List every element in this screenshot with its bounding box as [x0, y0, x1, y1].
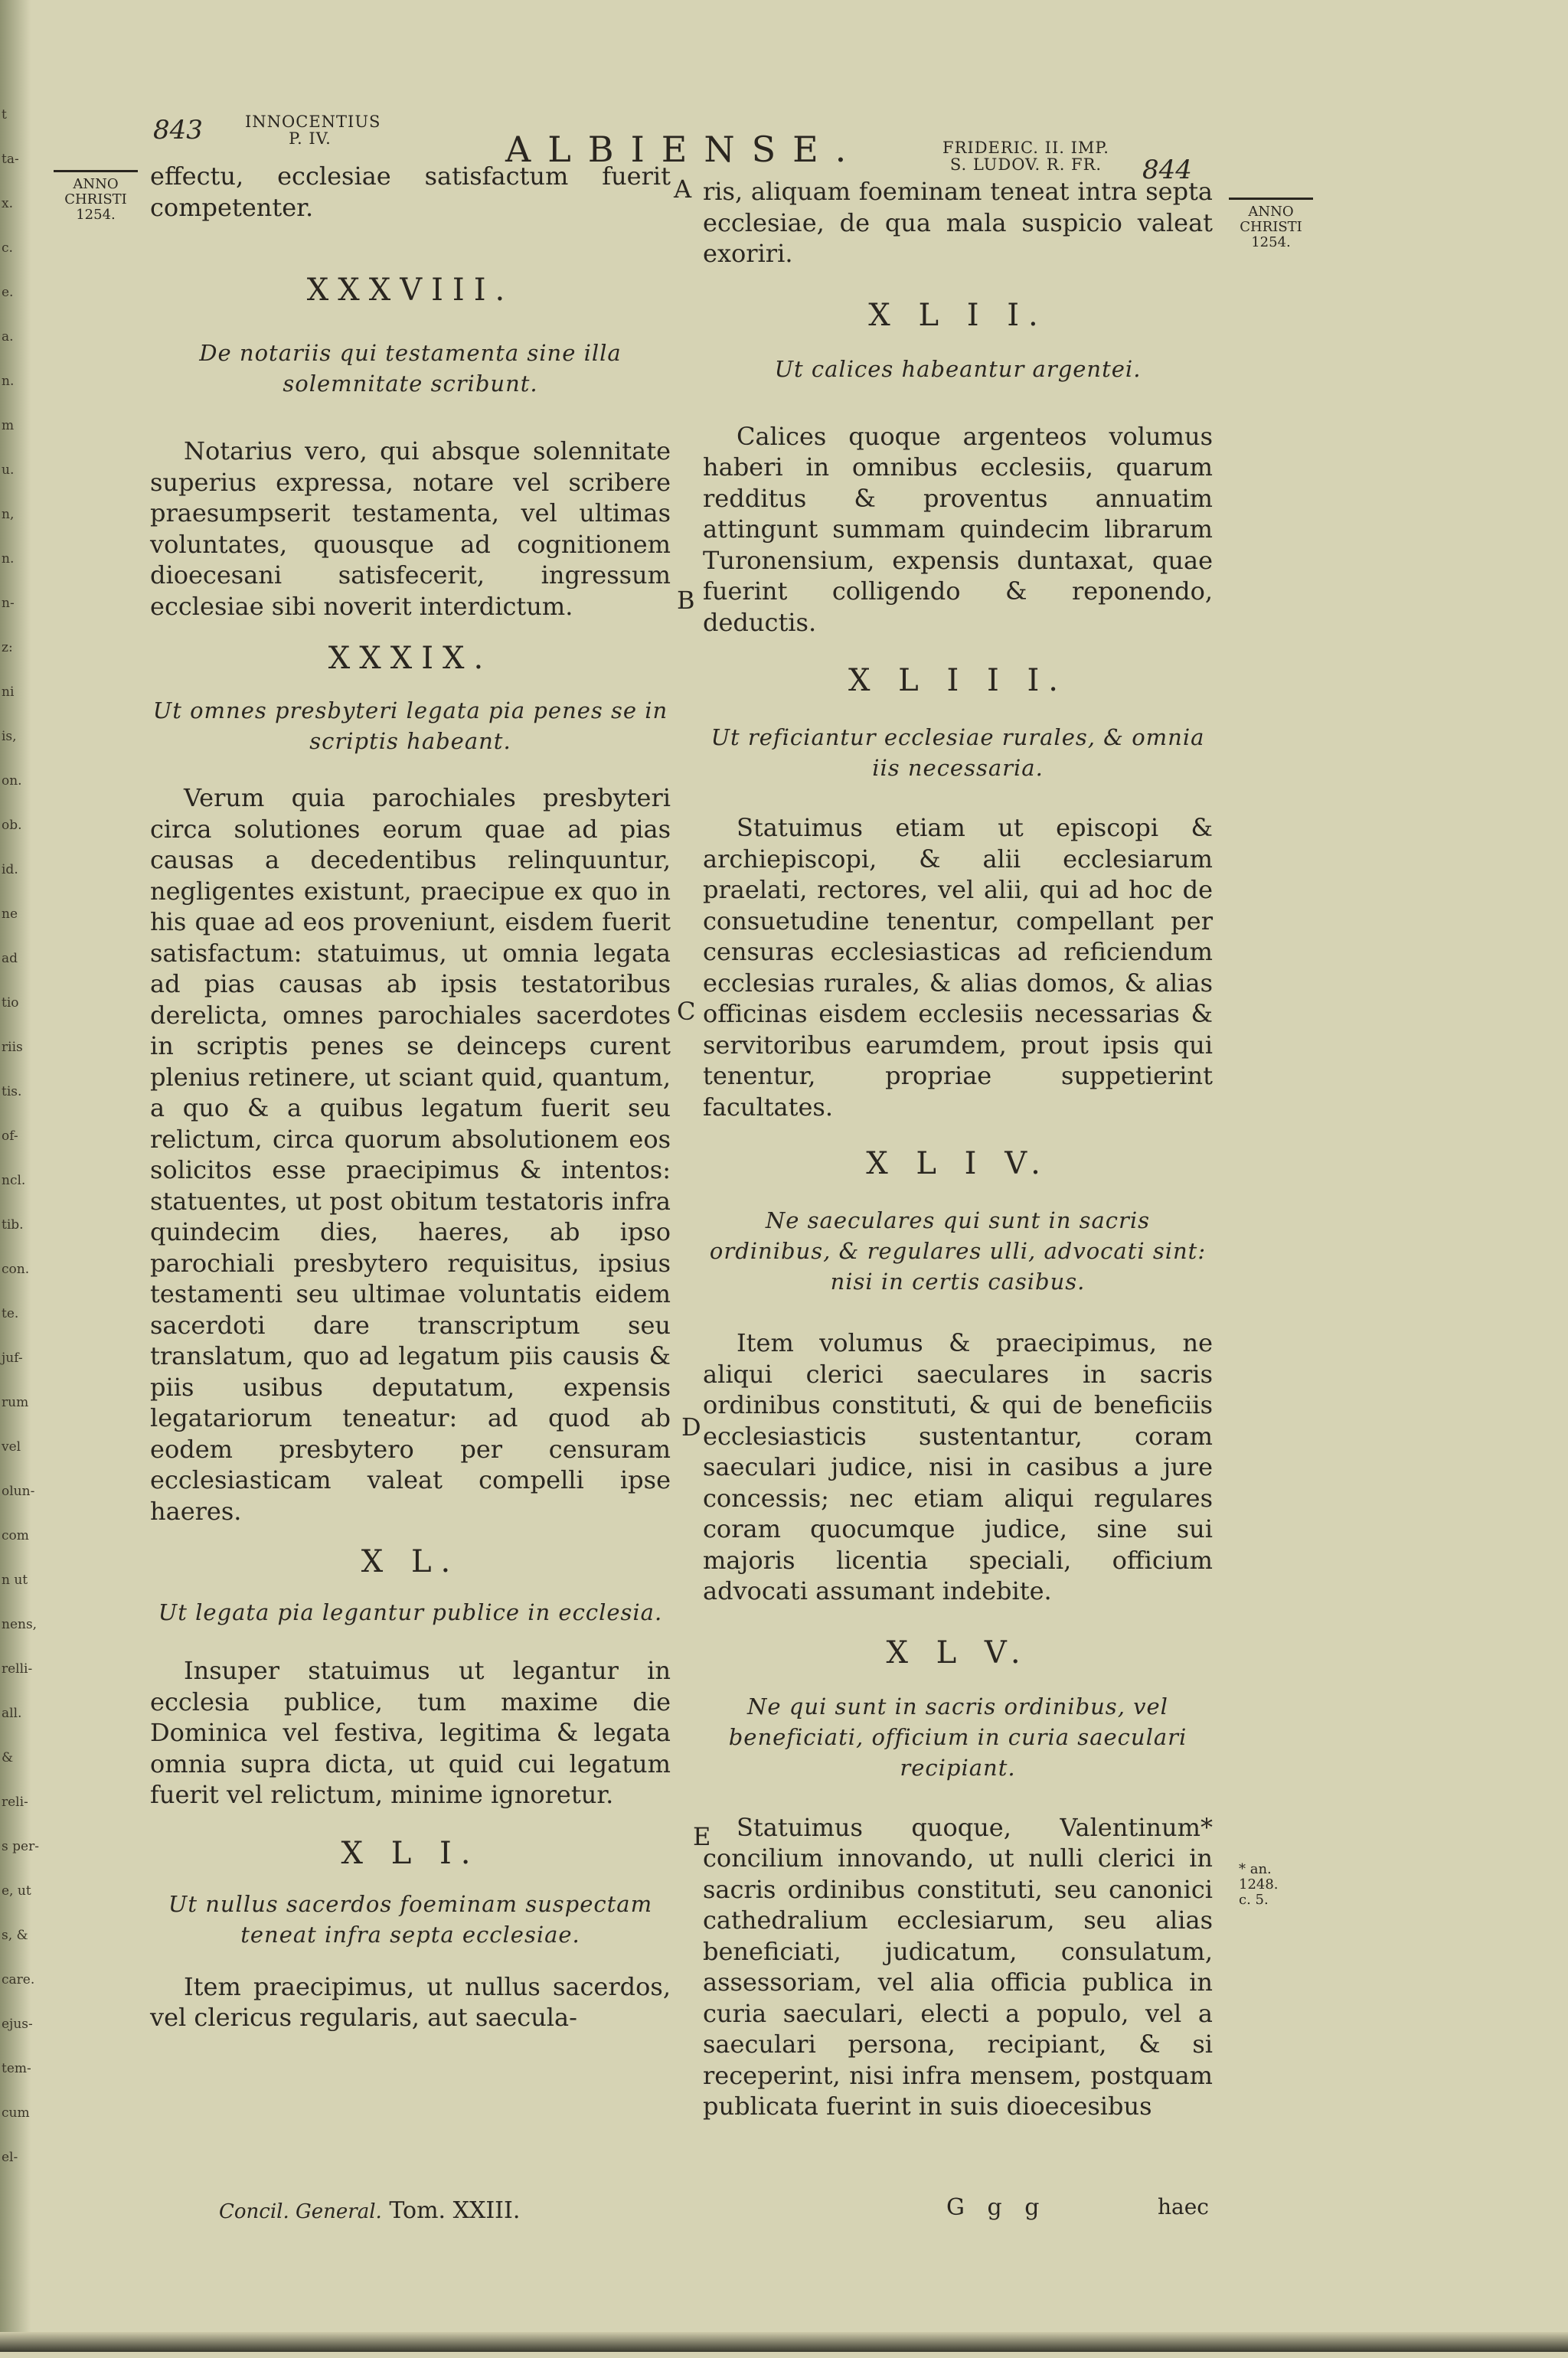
anno-label: ANNO	[1248, 204, 1294, 220]
side-reference-2: c. 5.	[1239, 1892, 1269, 1908]
gutter-fragment: reli-	[2, 1795, 28, 1810]
gutter-fragment: a.	[2, 329, 14, 345]
year-label: 1254.	[76, 207, 116, 223]
footer-volume: Tom. XXIII.	[389, 2197, 521, 2224]
header-right-line2: S. LUDOV. R. FR.	[949, 155, 1102, 174]
section-number: X L I.	[341, 1835, 480, 1871]
left-page-number: 843	[153, 115, 203, 145]
section-heading: Ut nullus sacerdos foeminam suspectam teneat infra septa ecclesiae.	[168, 1890, 653, 1948]
section-number: X L I V.	[866, 1146, 1050, 1181]
gutter-fragment: e, ut	[2, 1883, 31, 1899]
gutter-fragment: tib.	[2, 1217, 24, 1233]
footer-source-title: Concil. General.	[219, 2200, 382, 2223]
left-column	[150, 161, 671, 2033]
gutter-fragment: rum	[2, 1395, 29, 1410]
section-text: Verum quia parochiales presbyteri circa solutiones eorum quae ad pias causas a decedentibus relinquuntur, negligentes existunt, praecipue ex quo in his quae ad eos proveniunt, eisdem fuerit satisfactum: statuimus, ut omnia legata ad pias causas ab ipsis testatoribus derelicta, omnes parochiales sacerdotes in scriptis penes se deinceps curent plenius retinere, ut sciant quid, quantum, a quo & a quibus legatum fuerit seu relictum, circa quorum absolutionem eos solicitos esse praecipimus & intentos: statuentes, ut post obitum testatoris infra quindecim dies, haeres, ab ipso parochiali presbytero requisitus, ipsius testamenti seu ultimae voluntatis eidem sacerdoti dare transcriptum seu translatum, quo ad legatum piis causis & piis usibus deputatum, expensis legatariorum teneatur: ad quod ab eodem presbytero per censuram ecclesiasticam valeat compelli ipse haeres.	[150, 783, 671, 1526]
gutter-fragment: z:	[2, 640, 13, 655]
gutter-fragment: of-	[2, 1128, 18, 1144]
gutter-fragment: vel	[2, 1439, 21, 1455]
facing-page-gutter-text	[0, 100, 39, 2358]
header-right-line1: FRIDERIC. II. IMP.	[942, 139, 1109, 157]
gutter-fragment: riis	[2, 1040, 23, 1055]
gutter-fragment: on.	[2, 773, 22, 789]
gutter-fragment: is,	[2, 729, 17, 744]
gutter-fragment: all.	[2, 1706, 22, 1721]
gutter-fragment: &	[2, 1750, 14, 1765]
anno-label: ANNO	[73, 176, 119, 192]
catchword: haec	[1158, 2194, 1209, 2219]
gutter-fragment: ne	[2, 906, 18, 922]
section-text: Insuper statuimus ut legantur in ecclesia publice, tum maxime die Dominica vel festiva, legitima & legata omnia supra dicta, ut quid cui legatum fuerit vel relictum, minime ignoretur.	[150, 1656, 671, 1809]
section-text: Notarius vero, qui absque solennitate superius expressa, notare vel scribere praesumpserit testamenta, vel ultimas voluntates, quousque ad cognitionem dioecesani satisfecerit, ingressum ecclesiae sibi noverit interdictum.	[150, 436, 671, 621]
section-text: Calices quoque argenteos volumus haberi in omnibus ecclesiis, quarum redditus & proventus annuatim attingunt summam quindecim librarum Turonensium, expensis duntaxat, quae fuerint colligendo & reponendo, deductis.	[703, 421, 1213, 637]
gutter-fragment: t	[2, 107, 7, 122]
section-letter-d: D	[681, 1413, 701, 1442]
gutter-fragment: s, &	[2, 1928, 28, 1943]
gutter-fragment: juf-	[2, 1350, 23, 1366]
gutter-fragment: el-	[2, 2150, 18, 2165]
gutter-fragment: ejus-	[2, 2017, 33, 2032]
gutter-fragment: n.	[2, 551, 15, 567]
margin-rule	[1229, 198, 1313, 200]
gutter-fragment: n,	[2, 507, 15, 522]
section-number: XXXIX.	[328, 641, 493, 676]
header-left-line1: INNOCENTIUS	[245, 113, 381, 131]
gutter-fragment: cum	[2, 2105, 30, 2121]
right-page-number: 844	[1142, 155, 1192, 185]
gutter-fragment: s per-	[2, 1839, 39, 1854]
gutter-fragment: tis.	[2, 1084, 22, 1099]
section-letter-c: C	[677, 997, 696, 1026]
header-right-label	[919, 139, 1133, 173]
left-margin-year-note	[46, 170, 145, 223]
gutter-fragment: e.	[2, 285, 14, 300]
gutter-fragment: ta-	[2, 152, 19, 167]
christi-label: CHRISTI	[1240, 219, 1302, 235]
christi-label: CHRISTI	[64, 191, 127, 207]
side-reference-1: * an. 1248.	[1239, 1861, 1279, 1893]
gutter-fragment: n-	[2, 596, 15, 611]
gutter-fragment: tem-	[2, 2061, 31, 2076]
section-heading: Ut calices habeantur argentei.	[774, 355, 1142, 382]
section-letter-a: A	[674, 175, 692, 204]
gutter-fragment: n ut	[2, 1573, 28, 1588]
gutter-fragment: ad	[2, 951, 18, 966]
section-text: Item praecipimus, ut nullus sacerdos, vel clericus regularis, aut saecula-	[150, 1971, 671, 2032]
gutter-fragment: n.	[2, 374, 15, 389]
gutter-fragment: c.	[2, 240, 13, 256]
section-number: X L V.	[886, 1635, 1030, 1671]
gutter-fragment: ob.	[2, 818, 22, 833]
right-margin-year-note	[1221, 198, 1321, 250]
footer-source	[219, 2197, 520, 2224]
section-number: X L I I I.	[848, 663, 1067, 698]
scan-bottom-edge	[0, 2332, 1568, 2352]
running-header	[153, 107, 1271, 185]
gutter-fragment: olun-	[2, 1484, 35, 1499]
gutter-fragment: relli-	[2, 1661, 33, 1677]
right-column-intro: ris, aliquam foeminam teneat intra septa ecclesiae, de qua mala suspicio valeat exoriri.	[703, 177, 1213, 268]
margin-rule	[54, 170, 138, 172]
gutter-fragment: ni	[2, 684, 15, 700]
section-heading: Ne saeculares qui sunt in sacris ordinibus, & regulares ulli, advocati sint: nisi in certis casibus.	[709, 1207, 1207, 1295]
header-left-label	[245, 113, 381, 148]
section-heading: Ne qui sunt in sacris ordinibus, vel beneficiati, officium in curia saeculari recipiant.	[728, 1693, 1187, 1781]
signature-mark: G g g	[946, 2194, 1047, 2221]
page-title: ALBIENSE.	[505, 129, 864, 170]
gutter-fragment: u.	[2, 462, 15, 478]
gutter-fragment: id.	[2, 862, 18, 877]
left-column-intro: effectu, ecclesiae satisfactum fuerit competenter.	[150, 162, 671, 222]
section-heading: Ut legata pia legantur publice in ecclesia.	[158, 1599, 663, 1625]
section-heading: Ut reficiantur ecclesiae rurales, & omnia iis necessaria.	[710, 724, 1205, 781]
gutter-fragment: con.	[2, 1262, 30, 1277]
gutter-fragment: tio	[2, 995, 19, 1011]
section-number: XXXVIII.	[306, 273, 514, 308]
side-reference-note	[1239, 1862, 1315, 1908]
section-number: X L.	[361, 1544, 460, 1579]
section-text: Item volumus & praecipimus, ne aliqui clerici saeculares in sacris ordinibus constituti, & qui de beneficiis ecclesiasticis sustentantur, coram saeculari judice, nisi in casibus a jure concessis; nec etiam aliqui regulares coram quocumque judice, sine sui majoris licentia speciali, officium advocati assumant indebite.	[703, 1328, 1213, 1605]
gutter-fragment: m	[2, 418, 15, 433]
section-letter-b: B	[677, 586, 695, 615]
section-text: Statuimus quoque, Valentinum* concilium innovando, ut nulli clerici in sacris ordinibus constituti, seu canonici cathedralium ecclesiarum, seu alias beneficiati, judicatum, consulatum, assessoriam, vel alia officia publica in curia saeculari, electi a populo, vel a saeculari persona, recipiant, & si receperint, nisi infra mensem, postquam publicata fuerint in suis dioecesibus	[703, 1812, 1213, 2121]
gutter-fragment: te.	[2, 1306, 19, 1321]
right-column	[703, 176, 1213, 2122]
gutter-fragment: ncl.	[2, 1173, 26, 1188]
section-letter-e: E	[693, 1822, 711, 1851]
gutter-fragment: nens,	[2, 1617, 38, 1632]
section-number: X L I I.	[868, 297, 1047, 333]
header-left-line2: P. IV.	[289, 129, 332, 148]
section-heading: De notariis qui testamenta sine illa solemnitate scribunt.	[199, 340, 622, 397]
section-text: Statuimus etiam ut episcopi & archiepiscopi, & alii ecclesiarum praelati, rectores, vel alii, qui ad hoc de consuetudine tenentur, compellant per censuras ecclesiasticas ad reficiendum ecclesias rurales, & alias domos, & alias officinas eisdem ecclesiis necessarias & servitoribus earumdem, prout ipsis qui tenentur, propriae suppetierint facultates.	[703, 813, 1213, 1122]
year-label: 1254.	[1251, 234, 1291, 250]
gutter-fragment: care.	[2, 1972, 35, 1987]
section-heading: Ut omnes presbyteri legata pia penes se in scriptis habeant.	[152, 697, 668, 754]
gutter-fragment: x.	[2, 196, 13, 211]
gutter-fragment: com	[2, 1528, 29, 1543]
